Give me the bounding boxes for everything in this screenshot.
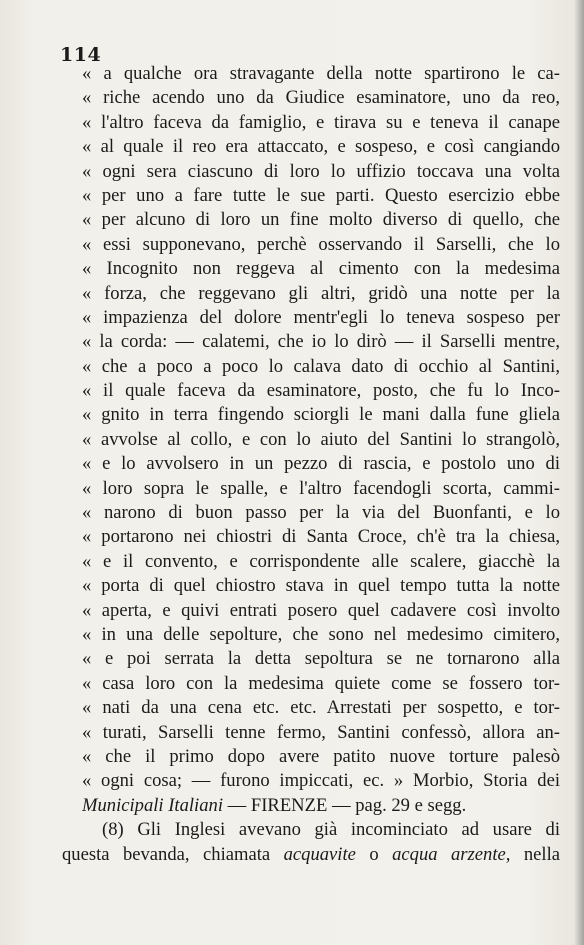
text-line: « in una delle sepolture, che sono nel medesimo cimitero, [82,623,560,645]
page-edge-shadow [574,0,584,945]
footnote-text: Gli Inglesi avevano già incominciato ad usare di [137,819,560,841]
text-line: « loro sopra le spalle, e l'altro facendogli scorta, cammi- [82,477,560,499]
citation-rest: — FIRENZE — pag. 29 e segg. [223,794,467,816]
footnote-text-end: nella [510,843,560,865]
text-line: « ogni sera ciascuno di loro lo uffizio toccava una volta [82,160,560,182]
text-line: « essi supponevano, perchè osservando il Sarselli, che lo [82,233,560,255]
text-line: « e lo avvolsero in un pezzo di rascia, e postolo uno di [82,453,560,475]
text-line: « e il convento, e corrispondente alle scalere, giacchè la [82,550,560,572]
footnote-text-middle: o [355,843,393,865]
footnote-line-2 [62,843,560,867]
text-line: « Incognito non reggeva al cimento con la medesima [82,258,560,280]
footnote-line-1 [82,818,560,842]
footnote-label: (8) [102,819,124,841]
text-line: « che a poco a poco lo calava dato di occhio al Santini, [82,355,560,377]
text-line: « turati, Sarselli tenne fermo, Santini confessò, allora an- [82,721,560,743]
text-line: « al quale il reo era attaccato, e sospeso, e così cangiando [82,136,560,158]
text-line: « riche acendo uno da Giudice esaminatore, uno da reo, [82,87,560,109]
text-line: « ogni cosa; — furono impiccati, ec. » Morbio, Storia dei [82,770,560,792]
text-line: « avvolse al collo, e con lo aiuto del Santini lo strangolò, [82,428,560,450]
text-line: « aperta, e quivi entrati posero quel cadavere così involto [82,599,560,621]
footnote-term-acqua-arzente: acqua arzente, [392,843,511,865]
footnote-text-start: questa bevanda, chiamata [62,843,284,865]
text-line: « gnito in terra fingendo sciorgli le mani dalla fune gliela [82,404,560,426]
text-line: « portarono nei chiostri di Santa Croce, ch'è tra la chiesa, [82,526,560,548]
text-line: « narono di buon passo per la via del Buonfanti, e lo [82,502,560,524]
footnote-term-acquavite: acquavite [283,843,356,865]
text-line: « e poi serrata la detta sepoltura se ne tornarono alla [82,648,560,670]
text-line: « forza, che reggevano gli altri, gridò una notte per la [82,282,560,304]
text-line: « impazienza del dolore mentr'egli lo teneva sospeso per [82,306,560,328]
text-line: « porta di quel chiostro stava in quel tempo tutta la notte [82,575,560,597]
text-line: « la corda: — calatemi, che io lo dirò — il Sarselli mentre, [82,331,560,353]
text-line: « che il primo dopo avere patito nuove torture palesò [82,745,560,767]
footnote-block [62,62,560,867]
text-line: « il quale faceva da esaminatore, posto, che fu lo Inco- [82,380,560,402]
citation-italic: Municipali Italiani [82,794,223,816]
text-line: « l'altro faceva da famiglio, e tirava su e teneva il canape [82,111,560,133]
text-line: « per alcuno di loro un fine molto diverso di quello, che [82,209,560,231]
text-line: « per uno a fare tutte le sue parti. Questo esercizio ebbe [82,184,560,206]
text-line: « a qualche ora stravagante della notte spartirono le ca- [82,63,560,84]
page-number: 114 [60,44,102,66]
text-line: « casa loro con la medesima quiete come se fossero tor- [82,672,560,694]
text-line: « nati da una cena etc. etc. Arrestati per sospetto, e tor- [82,697,560,719]
